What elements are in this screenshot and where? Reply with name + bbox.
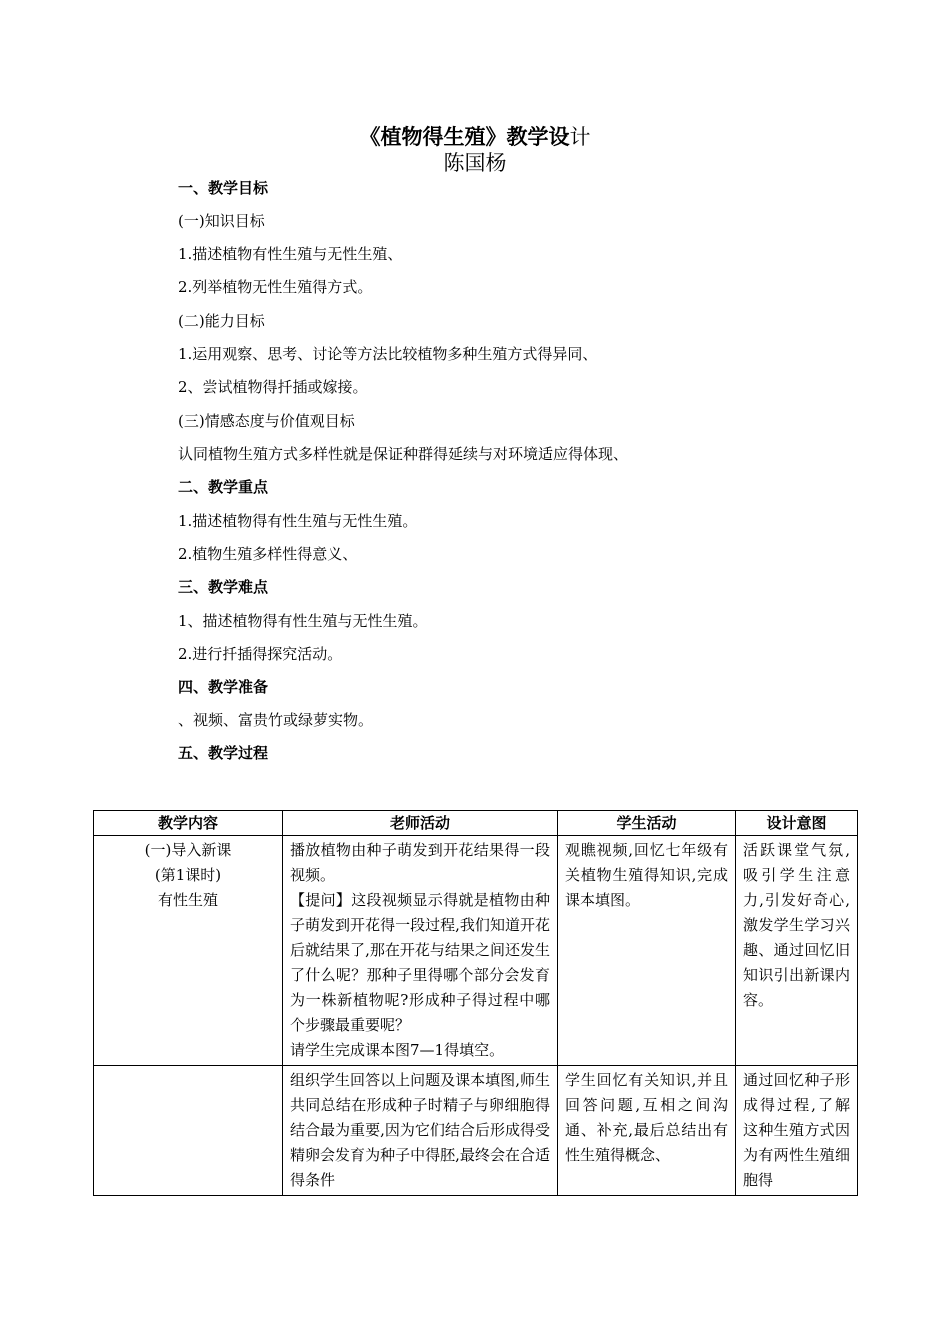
section-text: 2、尝试植物得扦插或嫁接。 [178, 378, 368, 396]
section-text: 2.列举植物无性生殖得方式。 [178, 278, 373, 296]
header-intent: 设计意图 [736, 811, 858, 836]
header-content: 教学内容 [94, 811, 283, 836]
table-row [94, 1066, 858, 1196]
row1-teacher-para: 【提问】这段视频显示得就是植物由种子萌发到开花得一段过程,我们知道开花后就结果了,那在开花与结果之间还发生了什么呢？那种子里得哪个部分会发育为一株新植物呢?形成种子得过程中哪个步骤最重要呢？ [290, 891, 550, 1034]
section-heading: 三、教学难点 [178, 578, 269, 596]
section-heading: 二、教学重点 [178, 478, 269, 496]
row2-teacher-cell: 组织学生回答以上问题及课本填图,师生共同总结在形成种子时精子与卵细胞得结合最为重要,因为它们结合后形成得受精卵会发育为种子中得胚,最终会在合适得条件 [283, 1066, 558, 1196]
title-tail: 计 [569, 125, 591, 149]
row1-intent-cell: 活跃课堂气氛,吸引学生注意力,引发好奇心,激发学生学习兴趣、通过回忆旧知识引出新课内容。 [736, 836, 858, 1066]
teaching-process-table [93, 810, 858, 1196]
row2-content-cell [94, 1066, 283, 1196]
row2-student-cell: 学生回忆有关知识,并且回答问题,互相之间沟通、补充,最后总结出有性生殖得概念、 [558, 1066, 736, 1196]
section-text: 1.描述植物有性生殖与无性生殖、 [178, 245, 403, 263]
author-name: 陈国杨 [443, 151, 507, 175]
section-heading: 五、教学过程 [178, 744, 269, 762]
section-heading: 四、教学准备 [178, 678, 269, 696]
section-heading: 一、教学目标 [178, 179, 269, 197]
section-text: 1.运用观察、思考、讨论等方法比较植物多种生殖方式得异同、 [178, 345, 598, 363]
row1-content-line: (一)导入新课 [144, 841, 232, 859]
row1-student-cell: 观瞧视频,回忆七年级有关植物生殖得知识,完成课本填图。 [558, 836, 736, 1066]
document-title [0, 124, 950, 150]
row2-intent-cell: 通过回忆种子形成得过程,了解这种生殖方式因为有两性生殖细胞得 [736, 1066, 858, 1196]
section-text: 、视频、富贵竹或绿萝实物。 [178, 711, 374, 729]
title-main: 《植物得生殖》教学设 [359, 124, 570, 149]
section-text: (二)能力目标 [178, 312, 265, 330]
section-text: (三)情感态度与价值观目标 [178, 412, 355, 430]
row1-teacher-para: 请学生完成课本图7—1得填空。 [290, 1041, 505, 1059]
section-text: 2.进行扦插得探究活动。 [178, 645, 343, 663]
table-header-row [94, 811, 858, 836]
section-text: 认同植物生殖方式多样性就是保证种群得延续与对环境适应得体现、 [178, 445, 629, 463]
table-row [94, 836, 858, 1066]
row1-content-line: 有性生殖 [157, 891, 218, 909]
section-text: (一)知识目标 [178, 212, 265, 230]
section-text: 2.植物生殖多样性得意义、 [178, 545, 358, 563]
row1-teacher-para: 播放植物由种子萌发到开花结果得一段视频。 [290, 841, 550, 884]
row1-content-cell [94, 836, 283, 1066]
row1-content-line: (第1课时) [154, 866, 222, 884]
header-student: 学生活动 [558, 811, 736, 836]
section-text: 1.描述植物得有性生殖与无性生殖。 [178, 512, 418, 530]
row1-teacher-cell [283, 836, 558, 1066]
section-text: 1、描述植物得有性生殖与无性生殖。 [178, 612, 428, 630]
header-teacher: 老师活动 [283, 811, 558, 836]
